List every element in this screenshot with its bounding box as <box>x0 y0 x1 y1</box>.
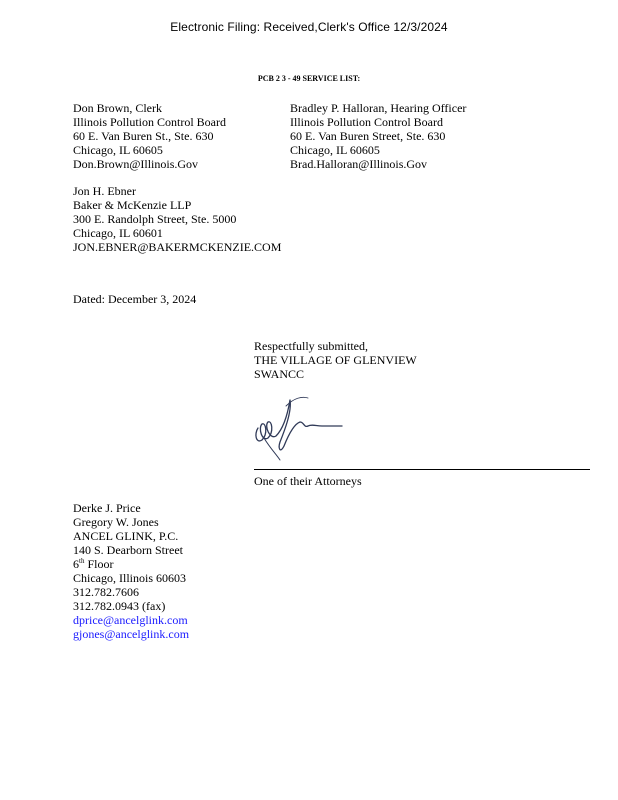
recipient-street: 300 E. Randolph Street, Ste. 5000 <box>73 212 237 226</box>
service-recipient-hearing-officer <box>290 101 466 171</box>
closing-block <box>254 339 417 381</box>
recipient-name: Bradley P. Halloran, Hearing Officer <box>290 101 467 115</box>
recipient-street: 60 E. Van Buren St., Ste. 630 <box>73 129 214 143</box>
firm-city: Chicago, Illinois 60603 <box>73 571 186 585</box>
attorney-contact-block <box>73 501 189 641</box>
closing-salutation: Respectfully submitted, <box>254 339 368 353</box>
closing-party-2: SWANCC <box>254 367 305 381</box>
recipient-email: Don.Brown@Illinois.Gov <box>73 157 199 171</box>
recipient-street: 60 E. Van Buren Street, Ste. 630 <box>290 129 446 143</box>
floor-suffix: th <box>79 557 85 565</box>
closing-party: THE VILLAGE OF GLENVIEW <box>254 353 417 367</box>
signature-image <box>250 388 350 464</box>
recipient-email: Brad.Halloran@Illinois.Gov <box>290 157 428 171</box>
signature-line <box>254 469 590 470</box>
firm-phone: 312.782.7606 <box>73 585 139 599</box>
firm-name: ANCEL GLINK, P.C. <box>73 529 179 543</box>
signature-caption: One of their Attorneys <box>254 474 362 488</box>
dated-line: Dated: December 3, 2024 <box>73 292 197 306</box>
firm-street: 140 S. Dearborn Street <box>73 543 183 557</box>
recipient-name: Jon H. Ebner <box>73 184 136 198</box>
service-recipient-baker-mckenzie <box>73 184 281 254</box>
attorney-name-1: Derke J. Price <box>73 501 141 515</box>
floor-word: Floor <box>84 557 114 571</box>
service-list-heading: PCB 2 3 - 49 SERVICE LIST: <box>257 74 361 83</box>
recipient-city: Chicago, IL 60605 <box>290 143 380 157</box>
firm-fax: 312.782.0943 (fax) <box>73 599 166 613</box>
attorney-name-2: Gregory W. Jones <box>73 515 159 529</box>
recipient-name: Don Brown, Clerk <box>73 101 162 115</box>
floor-number: 6 <box>73 557 79 571</box>
email-link-jones[interactable]: gjones@ancelglink.com <box>73 627 190 641</box>
recipient-email: JON.EBNER@BAKERMCKENZIE.COM <box>73 240 282 254</box>
recipient-city: Chicago, IL 60605 <box>73 143 163 157</box>
email-link-price[interactable]: dprice@ancelglink.com <box>73 613 188 627</box>
firm-floor <box>73 557 189 571</box>
filing-stamp: Electronic Filing: Received,Clerk's Office 12/3/2024 <box>170 20 448 34</box>
recipient-org: Baker & McKenzie LLP <box>73 198 192 212</box>
recipient-org: Illinois Pollution Control Board <box>290 115 444 129</box>
recipient-city: Chicago, IL 60601 <box>73 226 163 240</box>
recipient-org: Illinois Pollution Control Board <box>73 115 227 129</box>
service-recipient-clerk <box>73 101 226 171</box>
